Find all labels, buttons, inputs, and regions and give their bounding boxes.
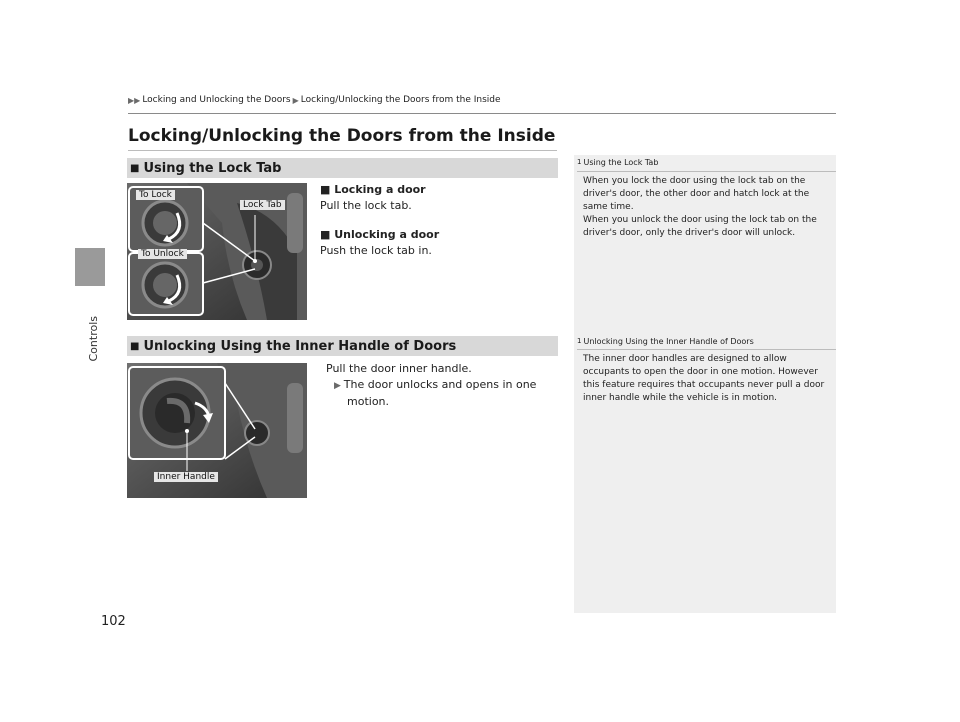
section-header-inner-handle: [127, 336, 558, 356]
section-title: Unlocking Using the Inner Handle of Doors: [143, 338, 457, 354]
inner-handle-instruction: Pull the door inner handle.: [326, 362, 472, 375]
section-square-icon: ■: [130, 162, 140, 174]
lock-tab-label: Lock Tab: [240, 200, 285, 210]
note-body-lock-tab: When you lock the door using the lock tab on the driver's door, the other door and hatch lock at the same time. When you unlock the door using the lock tab on the driver's door, only the driver's door will unlock.: [583, 176, 817, 238]
result-arrow-icon: ▶: [334, 381, 344, 391]
inner-handle-label: Inner Handle: [154, 472, 218, 482]
note-title-inner-handle: 1 Unlocking Using the Inner Handle of Doors: [577, 337, 754, 346]
to-lock-label: To Lock: [136, 190, 175, 200]
section-title: Using the Lock Tab: [143, 160, 282, 176]
breadcrumb-item-current: Locking/Unlocking the Doors from the Inside: [300, 95, 501, 105]
title-divider: [128, 150, 557, 151]
to-unlock-label: To Unlock: [138, 249, 187, 259]
unlocking-heading: ■ Unlocking a door: [320, 228, 440, 241]
inner-handle-result: ▶ The door unlocks and opens in one: [334, 378, 537, 391]
section-header-lock-tab: [127, 158, 558, 178]
breadcrumb-divider: [128, 113, 836, 114]
note-title-lock-tab: 1 Using the Lock Tab: [577, 158, 659, 167]
locking-text: Pull the lock tab.: [320, 199, 412, 212]
bullet-square-icon: ■: [320, 183, 335, 196]
bullet-square-icon: ■: [320, 228, 335, 241]
inner-handle-result-cont: motion.: [347, 395, 390, 408]
note-body-inner-handle: The inner door handles are designed to allow occupants to open the door in one motion. However this feature requires that occupants never pull a door inner handle while the vehicle is in motion.: [583, 354, 825, 403]
breadcrumb-arrow-icon: ▶: [292, 95, 299, 105]
section-square-icon: ■: [130, 340, 140, 352]
breadcrumb-arrow-icon: ▶▶: [128, 95, 141, 105]
page-title: Locking/Unlocking the Doors from the Inside: [128, 126, 556, 146]
note-divider: [577, 171, 836, 172]
locking-heading: ■ Locking a door: [320, 183, 426, 196]
unlocking-text: Push the lock tab in.: [320, 244, 432, 257]
section-tab-marker: [75, 248, 105, 286]
page-number: 102: [101, 614, 126, 629]
breadcrumb: [128, 95, 501, 105]
locking-instructions: [320, 182, 439, 259]
breadcrumb-item-locking-unlocking[interactable]: Locking and Unlocking the Doors: [142, 95, 291, 105]
note-divider: [577, 349, 836, 350]
side-section-label: Controls: [87, 316, 100, 362]
inner-handle-instructions: [326, 361, 536, 410]
